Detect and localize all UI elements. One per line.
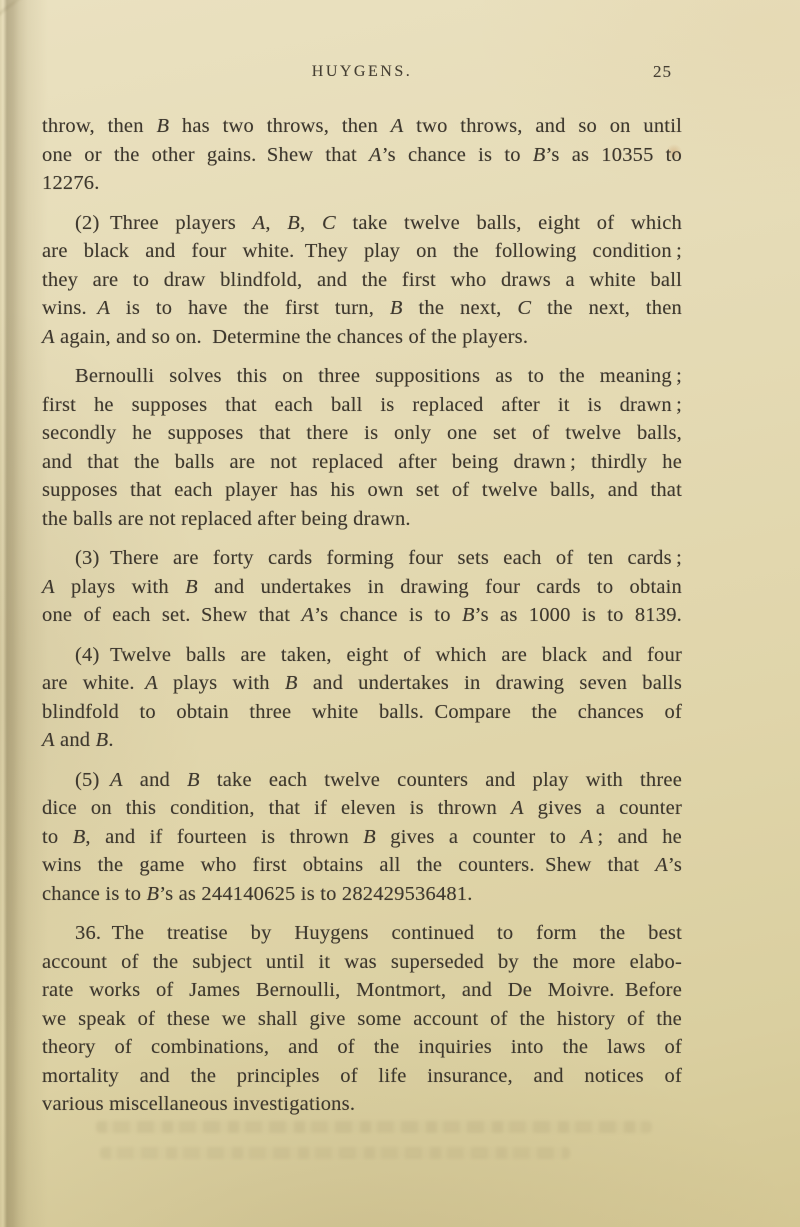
text-line: they are to draw blindfold, and the first who draws a white ball xyxy=(42,268,682,291)
text-line: secondly he supposes that there is only one set of twelve balls, xyxy=(42,422,682,444)
show-through-smudge xyxy=(100,1147,570,1159)
text-line: the balls are not replaced after being drawn. xyxy=(42,507,411,530)
text-line: are black and four white. They play on the following condition ; xyxy=(42,240,682,262)
running-head: HUYGENS. xyxy=(311,63,413,80)
text-line: wins. A is to have the first turn, B the next, C the next, then xyxy=(42,297,682,319)
paragraph-bernoulli-suppositions xyxy=(42,362,682,533)
text-line: we speak of these we shall give some account of the history of the xyxy=(42,1007,682,1030)
text-line: first he supposes that each ball is replaced after it is drawn ; xyxy=(42,393,682,416)
text-line: rate works of James Bernoulli, Montmort, and De Moivre. Before xyxy=(42,979,682,1001)
text-line: A again, and so on. Determine the chances of the players. xyxy=(42,325,529,348)
text-line: blindfold to obtain three white balls. Compare the chances of xyxy=(42,700,682,723)
text-line: account of the subject until it was superseded by the more elabo- xyxy=(42,950,682,973)
text-line: one or the other gains. Shew that A’s chance is to B’s as 10355 to xyxy=(42,143,682,166)
text-line: wins the game who first obtains all the counters. Shew that A’s xyxy=(42,854,682,876)
text-line: A plays with B and undertakes in drawing four cards to obtain xyxy=(42,575,682,598)
text-line: and that the balls are not replaced after being drawn ; thirdly he xyxy=(42,450,682,473)
text-line: are white. A plays with B and undertakes in drawing seven balls xyxy=(42,672,682,694)
text-line: 36. The treatise by Huygens continued to form the best xyxy=(75,922,682,944)
text-line: throw, then B has two throws, then A two throws, and so on until xyxy=(42,115,682,137)
text-line: 12276. xyxy=(42,172,100,194)
paragraph-problem-4 xyxy=(42,641,682,755)
text-line: mortality and the principles of life insurance, and notices of xyxy=(42,1064,682,1087)
text-line: (3) There are forty cards forming four sets each of ten cards ; xyxy=(75,547,682,569)
text-line: A and B. xyxy=(42,729,114,751)
text-line: supposes that each player has his own set of twelve balls, and that xyxy=(42,479,682,501)
text-line: (2) Three players A, B, C take twelve balls, eight of which xyxy=(75,211,682,234)
text-line: (5) A and B take each twelve counters and play with three xyxy=(75,768,682,791)
text-line: theory of combinations, and of the inquiries into the laws of xyxy=(42,1036,682,1058)
page-text xyxy=(42,112,682,1130)
page-header xyxy=(42,63,682,89)
text-line: chance is to B’s as 244140625 is to 282429536481. xyxy=(42,882,473,905)
text-line: one of each set. Shew that A’s chance is to B’s as 1000 is to 8139. xyxy=(42,604,682,626)
paragraph-problem-3 xyxy=(42,544,682,630)
paragraph-problem-2 xyxy=(42,209,682,352)
text-line: (4) Twelve balls are taken, eight of which are black and four xyxy=(75,643,682,666)
text-line: to B, and if fourteen is thrown B gives a counter to A ; and he xyxy=(42,825,682,848)
show-through-smudge xyxy=(96,1121,652,1133)
paragraph-problem-1-continued xyxy=(42,112,682,198)
paragraph-section-36 xyxy=(42,919,682,1119)
page-number: 25 xyxy=(653,62,672,81)
text-line: dice on this condition, that if eleven is thrown A gives a counter xyxy=(42,797,682,819)
text-line: Bernoulli solves this on three suppositions as to the meaning ; xyxy=(75,365,682,387)
text-line: various miscellaneous investigations. xyxy=(42,1093,356,1115)
paragraph-problem-5 xyxy=(42,766,682,909)
paper-crease xyxy=(0,0,87,21)
